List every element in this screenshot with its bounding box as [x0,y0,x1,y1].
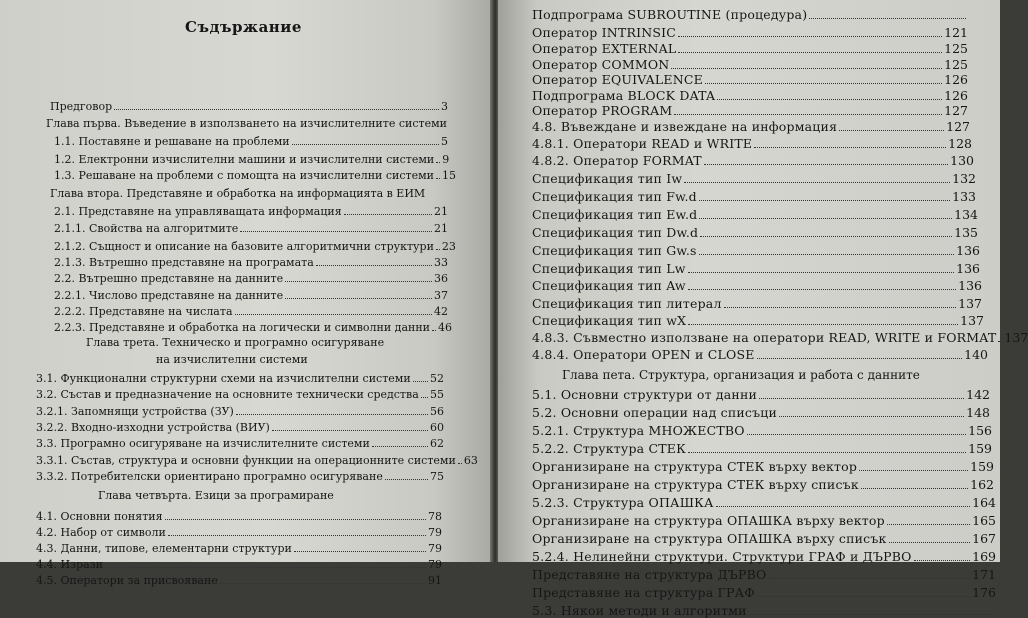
toc-page-number: 126 [944,88,968,103]
page-title: Съдържание [185,18,302,36]
toc-page-number: 134 [954,207,978,222]
chapter-heading: на изчислителни системи [156,353,308,366]
toc-entry-label: 1.1. Поставяне и решаване на проблеми [54,135,290,148]
chapter-heading: Глава първа. Въведение в използването на изчислителните системи [46,117,447,130]
toc-entry [532,172,976,186]
dot-leader [747,425,966,435]
toc-page-number: 135 [954,225,978,240]
toc-page-number: 136 [958,278,982,293]
toc-page-number: 21 [434,222,448,235]
toc-page-number: 3 [441,100,448,113]
toc-page-number: 167 [972,531,996,546]
dot-leader [699,209,952,219]
dot-leader [859,461,968,471]
toc-page-number: 5 [441,135,448,148]
dot-leader [717,90,942,100]
toc-page-number: 63 [463,454,478,467]
toc-page-number: 9 [442,153,450,166]
toc-entry [54,272,448,286]
toc-page-number: 159 [970,459,994,474]
toc-page-number: 133 [952,189,976,204]
toc-entry-label: Организиране на структура ОПАШКА върху вектор [532,513,885,528]
dot-leader [114,100,439,110]
toc-entry [532,550,996,564]
toc-entry-label: 3.1. Функционални структурни схеми на изчислителни системи [36,372,411,385]
toc-entry [36,437,444,451]
dot-leader [759,389,964,399]
dot-leader [240,222,432,232]
toc-entry [532,496,996,510]
toc-entry-label: 1.2. Електронни изчислителни машини и изчислителни системи [54,153,435,166]
toc-page-number: 165 [972,513,996,528]
toc-page-number: 37 [434,289,448,302]
dot-leader [105,558,426,568]
toc-entry-label: 5.2.3. Структура ОПАШКА [532,495,714,510]
dot-leader [372,437,428,447]
toc-page-number: 46 [438,321,453,334]
toc-entry-label: Спецификация тип Ew.d [532,207,698,222]
toc-entry-label: Оператор EXTERNAL [532,41,677,56]
dot-leader [688,263,955,273]
toc-page-number: 126 [944,72,968,87]
toc-entry [54,305,448,319]
toc-entry [54,256,448,270]
dot-leader [385,470,428,480]
dot-leader [839,121,944,131]
toc-entry-label: 2.1.3. Вътрешно представяне на програмата [54,256,314,269]
dot-leader [768,569,970,579]
dot-leader [272,421,428,431]
dot-leader [779,407,964,417]
dot-leader [724,298,957,308]
dot-leader [861,479,968,489]
chapter-heading: Глава четвърта. Езици за програмиране [98,489,334,502]
toc-list-left [0,0,492,587]
toc-entry-label: 3.2.1. Запомнящи устройства (ЗУ) [36,405,234,418]
toc-entry [532,8,968,22]
dot-leader [688,443,966,453]
dot-leader [699,245,955,255]
dot-leader [754,138,946,148]
toc-page-number: 60 [430,421,444,434]
toc-entry [50,100,448,114]
toc-entry [36,542,442,556]
toc-entry-label: 3.3.1. Състав, структура и основни функции на операционните системи [36,454,456,467]
dot-leader [285,289,432,299]
toc-page-number: 136 [956,243,980,258]
dot-leader [749,605,994,615]
dot-leader [294,542,426,552]
toc-page-number: 128 [948,136,972,151]
toc-entry [532,42,968,56]
dot-leader [316,256,432,266]
toc-entry [532,604,996,618]
dot-leader [809,9,966,19]
toc-page-number: 156 [968,423,992,438]
dot-leader [674,105,942,115]
toc-page-number: 15 [442,169,456,182]
toc-page-number: 21 [434,205,448,218]
dot-leader [220,574,426,584]
toc-entry [36,421,444,435]
dot-leader [678,27,942,37]
toc-entry [532,26,968,40]
toc-page-number: 159 [968,441,992,456]
toc-entry-label: 4.3. Данни, типове, елементарни структури [36,542,292,555]
toc-page-number: 121 [944,25,968,40]
chapter-heading: Глава пета. Структура, организация и работа с данните [562,368,920,382]
toc-entry [532,262,980,276]
dot-leader [688,315,958,325]
toc-entry-label: Организиране на структура СТЕК върху вектор [532,459,858,474]
toc-page-number: 23 [441,240,456,253]
dot-leader [998,332,1002,342]
toc-entry [532,388,990,402]
toc-entry-label: 5.1. Основни структури от данни [532,387,758,402]
dot-leader [684,173,950,183]
left-page [0,0,492,587]
dot-leader [413,372,428,382]
toc-entry-label: Спецификация тип Aw [532,278,686,293]
toc-page-number: 52 [430,372,444,385]
toc-entry [54,289,448,303]
toc-entry-label: Спецификация тип Lw [532,261,686,276]
toc-page-number: 78 [428,510,442,523]
toc-entry-label: 2.2.3. Представяне и обработка на логически и символни данни [54,321,431,334]
toc-entry [36,405,444,419]
toc-entry [54,222,448,236]
toc-page-number: 75 [430,470,444,483]
chapter-heading: Глава втора. Представяне и обработка на информацията в ЕИМ [50,187,426,200]
toc-entry-label: Оператор COMMON [532,57,670,72]
dot-leader [889,533,971,543]
dot-leader [236,405,428,415]
toc-entry [36,558,442,572]
dot-leader [432,321,436,331]
toc-entry [36,388,444,402]
toc-entry [532,154,974,168]
dot-leader [678,43,942,53]
dot-leader [436,240,440,250]
toc-page-number: 136 [956,261,980,276]
toc-entry [532,120,970,134]
toc-entry-label: 3.2.2. Входно-изходни устройства (ВИУ) [36,421,270,434]
toc-entry [532,424,992,438]
toc-page-number: 125 [944,57,968,72]
toc-entry-label: 5.2. Основни операции над списъци [532,405,778,420]
toc-entry [54,135,448,149]
toc-entry [532,314,984,328]
toc-entry-label: 4.2. Набор от символи [36,526,166,539]
toc-entry-label: Оператор INTRINSIC [532,25,677,40]
toc-page-number: 162 [970,477,994,492]
toc-entry [532,73,968,87]
toc-entry [54,153,448,167]
toc-page-number: 62 [430,437,444,450]
toc-entry [36,574,442,588]
toc-entry [532,330,1028,345]
toc-entry [532,568,996,582]
toc-entry [532,514,996,528]
toc-page-number: 125 [944,41,968,56]
toc-entry-label: Спецификация тип литерал [532,296,722,311]
dot-leader [165,510,426,520]
toc-page-number: 171 [972,567,996,582]
toc-entry-label: 2.2. Вътрешно представяне на данните [54,272,284,285]
toc-entry [532,137,972,151]
dot-leader [421,388,428,398]
toc-entry-label: Представяне на структура ДЪРВО [532,567,767,582]
toc-entry [54,321,453,335]
dot-leader [168,526,426,536]
toc-entry [36,372,444,386]
toc-entry-label: 2.1.2. Същност и описание на базовите алгоритмични структури [54,240,434,253]
toc-entry-label: Подпрограма SUBROUTINE (процедура) [532,7,808,22]
toc-entry [36,454,478,468]
toc-page-number: 36 [434,272,448,285]
toc-entry-label: 3.2. Състав и предназначение на основните технически средства [36,388,419,401]
toc-page-number: 91 [428,574,442,587]
toc-page-number: 127 [944,103,968,118]
toc-entry [532,442,992,456]
toc-entry-label: 5.2.1. Структура МНОЖЕСТВО [532,423,745,438]
toc-entry [532,478,994,492]
toc-entry-label: Спецификация тип wX [532,313,687,328]
toc-entry-label: 1.3. Решаване на проблеми с помощта на изчислителни системи [54,169,434,182]
toc-page-number: 137 [1004,330,1028,345]
dot-leader [887,515,970,525]
dot-leader [704,155,948,165]
dot-leader [344,205,432,215]
toc-entry-label: 4.8.4. Оператори OPEN и CLOSE [532,347,755,362]
dot-leader [699,191,950,201]
toc-page-number: 55 [430,388,444,401]
toc-entry-label: 5.2.2. Структура СТЕК [532,441,686,456]
toc-entry [532,190,976,204]
toc-entry-label: 4.8.1. Оператори READ и WRITE [532,136,753,151]
toc-entry [532,226,978,240]
toc-entry [532,460,994,474]
chapter-heading: Глава трета. Техническо и програмно осигуряване [86,336,385,349]
dot-leader [700,227,952,237]
toc-page-number: 79 [428,558,442,571]
toc-page-number: 56 [430,405,444,418]
toc-entry [54,205,448,219]
toc-entry [54,240,456,254]
toc-entry-label: 4.4. Изрази [36,558,104,571]
dot-leader [458,454,462,464]
dot-leader [757,349,963,359]
toc-page-number: 33 [434,256,448,269]
toc-entry-label: Оператор EQUIVALENCE [532,72,703,87]
toc-page-number: 42 [434,305,448,318]
toc-entry [36,526,442,540]
toc-entry [532,279,982,293]
toc-page-number: 79 [428,542,442,555]
toc-entry-label: Спецификация тип Gw.s [532,243,697,258]
toc-entry-label: 2.2.2. Представяне на числата [54,305,233,318]
toc-entry [532,406,990,420]
toc-entry-label: 2.1. Представяне на управляващата информация [54,205,342,218]
toc-entry-label: 4.8. Въвеждане и извеждане на информация [532,119,838,134]
toc-entry [36,470,444,484]
toc-entry-label: 3.3.2. Потребителски ориентирано програмно осигуряване [36,470,383,483]
toc-page-number: 127 [946,119,970,134]
toc-page-number: 164 [972,495,996,510]
dot-leader [235,305,432,315]
toc-page-number: 137 [958,296,982,311]
toc-list-right [498,0,1028,618]
dot-leader [292,135,439,145]
toc-entry-label: 2.1.1. Свойства на алгоритмите [54,222,239,235]
toc-entry-label: Оператор PROGRAM [532,103,673,118]
right-page [498,0,1028,618]
toc-entry-label: Спецификация тип Iw [532,171,683,186]
toc-entry-label: 4.8.3. Съвместно използване на оператори READ, WRITE и FORMAT [532,330,997,345]
toc-page-number: 79 [428,526,442,539]
toc-entry-label: Подпрограма BLOCK DATA [532,88,716,103]
dot-leader [914,551,971,561]
toc-entry [532,348,988,362]
toc-page-number: 148 [966,405,990,420]
dot-leader [688,280,956,290]
toc-entry [532,89,968,103]
dot-leader [705,74,942,84]
toc-entry [54,169,456,183]
toc-entry [532,532,996,546]
toc-page-number: 140 [964,347,988,362]
toc-entry-label: 3.3. Програмно осигуряване на изчислителните системи [36,437,370,450]
toc-entry-label: 5.2.4. Нелинейни структури. Структури ГРАФ и ДЪРВО [532,549,912,564]
toc-entry-label: Представяне на структура ГРАФ [532,585,755,600]
toc-page-number: 137 [960,313,984,328]
toc-entry-label: Организиране на структура СТЕК върху списък [532,477,859,492]
dot-leader [716,497,970,507]
toc-page-number: 169 [972,549,996,564]
toc-entry [532,58,968,72]
toc-entry-label: Предговор [50,100,113,113]
toc-entry [36,510,442,524]
toc-entry-label: 2.2.1. Числово представяне на данните [54,289,284,302]
toc-page-number: 142 [966,387,990,402]
dot-leader [436,153,440,163]
toc-entry [532,297,982,311]
toc-page-number: 130 [950,153,974,168]
toc-entry [532,586,996,600]
toc-entry-label: Спецификация тип Dw.d [532,225,699,240]
toc-entry-label: 5.3. Някои методи и алгоритми [532,603,747,618]
toc-entry [532,244,980,258]
toc-entry-label: Спецификация тип Fw.d [532,189,697,204]
toc-entry-label: 4.5. Оператори за присвояване [36,574,218,587]
toc-entry-label: 4.1. Основни понятия [36,510,163,523]
dot-leader [436,169,440,179]
toc-page-number: 176 [972,585,996,600]
toc-entry [532,208,978,222]
dot-leader [757,587,970,597]
toc-entry-label: Организиране на структура ОПАШКА върху списък [532,531,887,546]
toc-entry [532,104,968,118]
toc-entry-label: 4.8.2. Оператор FORMAT [532,153,702,168]
toc-page-number: 132 [952,171,976,186]
dot-leader [671,59,942,69]
dot-leader [285,272,432,282]
